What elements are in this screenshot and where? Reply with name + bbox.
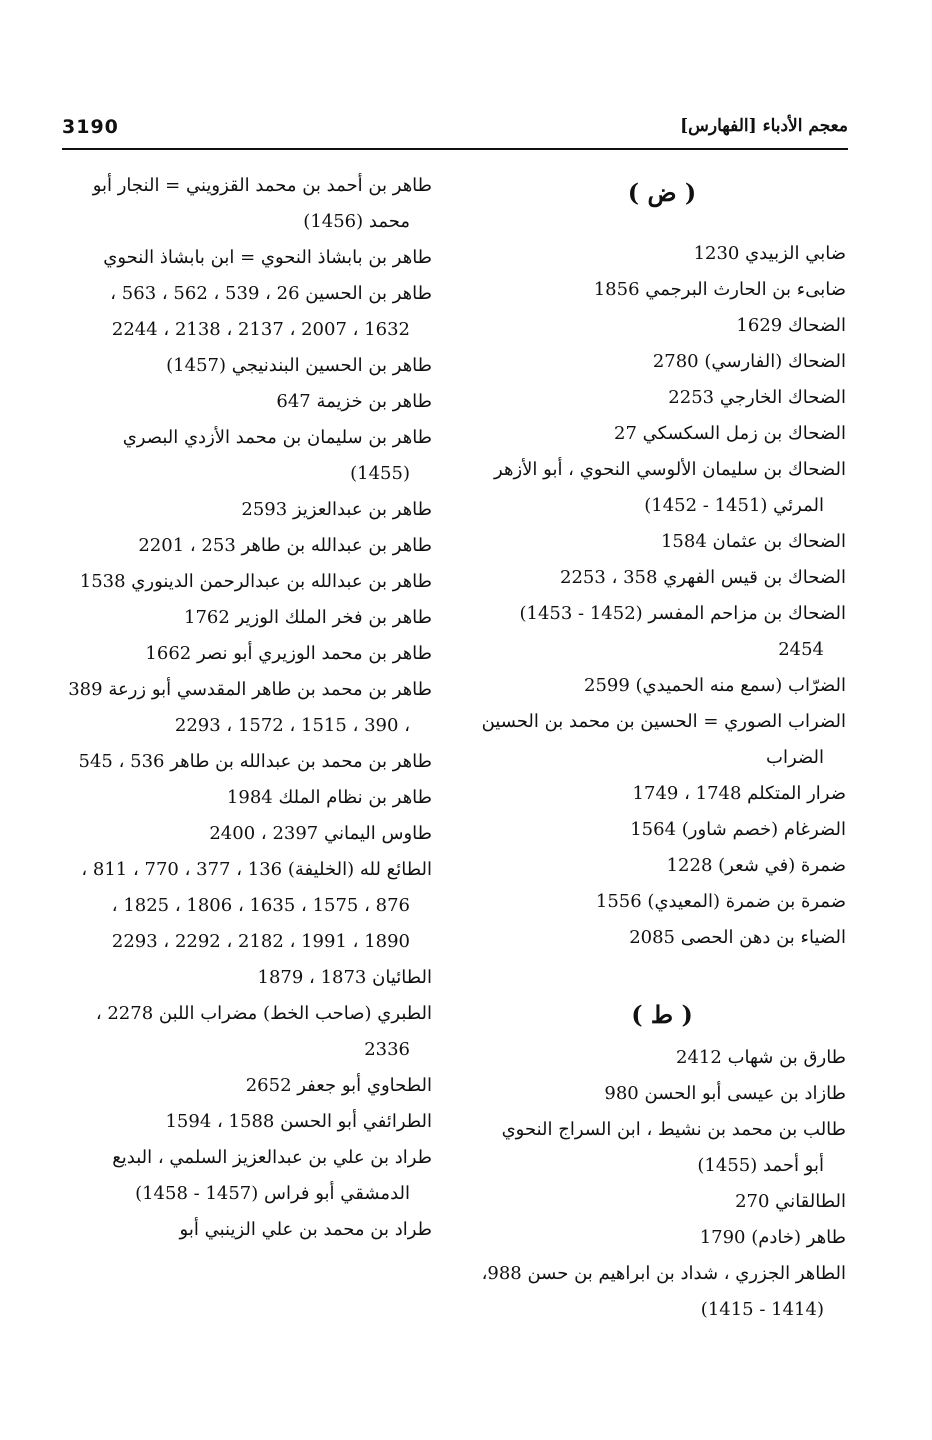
index-entry: الضحاك الخارجي 2253 (668, 387, 846, 408)
index-entry: الضياء بن دهن الحصى 2085 (629, 927, 846, 948)
running-title: معجم الأدباء [الفهارس] (680, 116, 848, 136)
entries-dad (478, 236, 846, 956)
index-entry: الطالقاني 270 (735, 1191, 846, 1212)
section-heading-ta: ( ط ) (631, 1000, 693, 1029)
index-entry: الطرائفي أبو الحسن 1588 ، 1594 (165, 1111, 432, 1132)
index-entry: ضرار المتكلم 1748 ، 1749 (632, 783, 846, 804)
index-entry: طاهر بن الحسين 26 ، 539 ، 562 ، 563 ، 1632 ، 2007 ، 2137 ، 2138 ، 2244 (110, 283, 432, 340)
index-entry: الضحاك بن عثمان 1584 (660, 531, 846, 552)
section-heading-dad: ( ض ) (627, 178, 697, 207)
index-entry: ضمرة (في شعر) 1228 (666, 855, 846, 876)
index-entry: ضابي الزبيدي 1230 (693, 243, 846, 264)
index-entry: طاهر بن عبدالله بن طاهر 253 ، 2201 (138, 535, 432, 556)
index-entry: الطحاوي أبو جعفر 2652 (245, 1075, 432, 1096)
index-entry: الضرغام (خصم شاور) 1564 (630, 819, 846, 840)
index-entry: طاهر بن محمد بن عبدالله بن طاهر 536 ، 545 (78, 751, 432, 772)
index-entry: الطائيان 1873 ، 1879 (257, 967, 432, 988)
right-column (478, 168, 846, 1328)
index-entry: طاهر (خادم) 1790 (699, 1227, 846, 1248)
index-entry: الضحاك (الفارسي) 2780 (652, 351, 846, 372)
index-entry: طازاد بن عيسى أبو الحسن 980 (604, 1083, 846, 1104)
index-entry: طاهر بن الحسين البندنيجي (1457) (166, 355, 432, 376)
index-entry: طالب بن محمد بن نشيط ، ابن السراج النحوي أبو أحمد (1455) (501, 1119, 846, 1176)
index-entry: الضحاك بن سليمان الألوسي النحوي ، أبو الأزهر المرئي (1451 - 1452) (494, 459, 846, 516)
index-entry: طاهر بن عبدالله بن عبدالرحمن الدينوري 1538 (79, 571, 432, 592)
entries-ta (478, 1040, 846, 1328)
page-header (62, 112, 848, 150)
index-entry: طاهر بن خزيمة 647 (276, 391, 432, 412)
left-column (66, 168, 432, 1248)
index-entry: ضمرة بن ضمرة (المعيدي) 1556 (595, 891, 846, 912)
index-entry: طاهر بن بابشاذ النحوي = ابن بابشاذ النحوي (103, 247, 432, 268)
index-entry: الطبري (صاحب الخط) مضراب اللبن 2278 ، 2336 (95, 1003, 432, 1060)
index-entry: الضحاك بن مزاحم المفسر (1452 - 1453) 2454 (519, 603, 846, 660)
index-entry: الضحاك بن قيس الفهري 358 ، 2253 (560, 567, 846, 588)
index-entry: ضابىء بن الحارث البرجمي 1856 (593, 279, 846, 300)
index-entry: الطاهر الجزري ، شداد بن ابراهيم بن حسن 988، (1414 - 1415) (481, 1263, 846, 1320)
index-entry: طراد بن علي بن عبدالعزيز السلمي ، البديع الدمشقي أبو فراس (1457 - 1458) (112, 1147, 432, 1204)
index-entry: طاهر بن نظام الملك 1984 (226, 787, 432, 808)
index-entry: الضحاك 1629 (736, 315, 846, 336)
index-entry: طاهر بن عبدالعزيز 2593 (241, 499, 432, 520)
index-entry: طاهر بن فخر الملك الوزير 1762 (184, 607, 432, 628)
index-entry: طراد بن محمد بن علي الزينبي أبو (179, 1219, 432, 1240)
index-entry: الضراب الصوري = الحسين بن محمد بن الحسين الضراب (481, 711, 846, 768)
index-entry: طاهر بن سليمان بن محمد الأزدي البصري (1455) (122, 427, 432, 484)
index-entry: طاوس اليماني 2397 ، 2400 (209, 823, 432, 844)
page-number: 3190 (62, 116, 119, 138)
index-entry: طاهر بن أحمد بن محمد القزويني = النجار أبو محمد (1456) (92, 175, 432, 232)
index-entry: الضحاك بن زمل السكسكي 27 (614, 423, 846, 444)
index-entry: طاهر بن محمد بن طاهر المقدسي أبو زرعة 389 ، 390 ، 1515 ، 1572 ، 2293 (68, 679, 432, 736)
index-entry: الطائع لله (الخليفة) 136 ، 377 ، 770 ، 811 ، 876 ، 1575 ، 1635 ، 1806 ، 1825 ، 1890 ، 1991 ، 2182 ، 2292 ، 2293 (81, 859, 432, 952)
index-entry: طارق بن شهاب 2412 (676, 1047, 846, 1068)
index-entry: الضرّاب (سمع منه الحميدي) 2599 (584, 675, 846, 696)
index-entry: طاهر بن محمد الوزيري أبو نصر 1662 (145, 643, 432, 664)
